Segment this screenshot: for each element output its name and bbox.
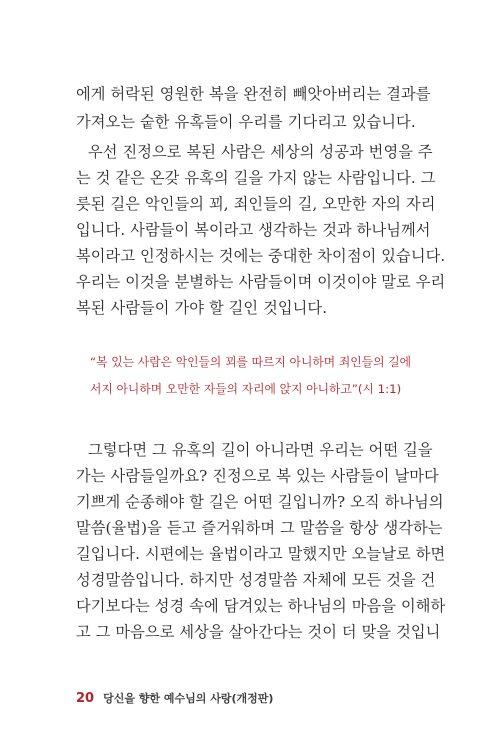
- body-line: 릇된 길은 악인들의 꾀, 죄인들의 길, 오만한 자의 자리: [76, 195, 436, 213]
- body-line: 에게 허락된 영원한 복을 완전히 빼앗아버리는 결과를: [76, 85, 431, 103]
- body-line: 복이라고 인정하시는 것에는 중대한 차이점이 있습니다.: [76, 247, 446, 265]
- body-line: 다기보다는 성경 속에 담겨있는 하나님의 마음을 이해하: [76, 597, 446, 615]
- scripture-quote-line: 서지 아니하며 오만한 자들의 자리에 앉지 아니하고”(시 1:1): [90, 382, 402, 396]
- body-line: 길입니다. 시편에는 율법이라고 말했지만 오늘날로 하면: [76, 545, 446, 563]
- body-line: 가는 사람들일까요? 진정으로 복 있는 사람들이 날마다: [76, 467, 439, 485]
- body-line: 가져오는 숱한 유혹들이 우리를 기다리고 있습니다.: [76, 113, 416, 131]
- scripture-quote-line: “복 있는 사람은 악인들의 꾀를 따르지 아니하며 죄인들의 길에: [90, 355, 412, 369]
- body-line: 말씀(율법)을 듣고 즐거워하며 그 말씀을 항상 생각하는: [76, 519, 443, 537]
- page-number: 20: [76, 691, 95, 706]
- body-line: 그렇다면 그 유혹의 길이 아니라면 우리는 어떤 길을: [88, 441, 433, 459]
- page-footer: [76, 690, 273, 706]
- body-line: 고 그 마음으로 세상을 살아간다는 것이 더 맞을 것입니: [76, 623, 441, 641]
- body-line: 성경말씀입니다. 하지만 성경말씀 자체에 모든 것을 건: [76, 571, 436, 589]
- body-line: 우리는 이것을 분별하는 사람들이며 이것이야 말로 우리: [76, 273, 446, 291]
- body-line: 입니다. 사람들이 복이라고 생각하는 것과 하나님께서: [76, 221, 431, 239]
- body-line: 우선 진정으로 복된 사람은 세상의 성공과 번영을 주: [88, 143, 433, 161]
- body-line: 기쁘게 순종해야 할 길은 어떤 길입니까? 오직 하나님의: [76, 493, 444, 511]
- body-line: 는 것 같은 온갖 유혹의 길을 가지 않는 사람입니다. 그: [76, 169, 436, 187]
- running-title: 당신을 향한 예수님의 사랑(개정판): [103, 692, 274, 705]
- body-line: 복된 사람들이 가야 할 길인 것입니다.: [76, 299, 328, 317]
